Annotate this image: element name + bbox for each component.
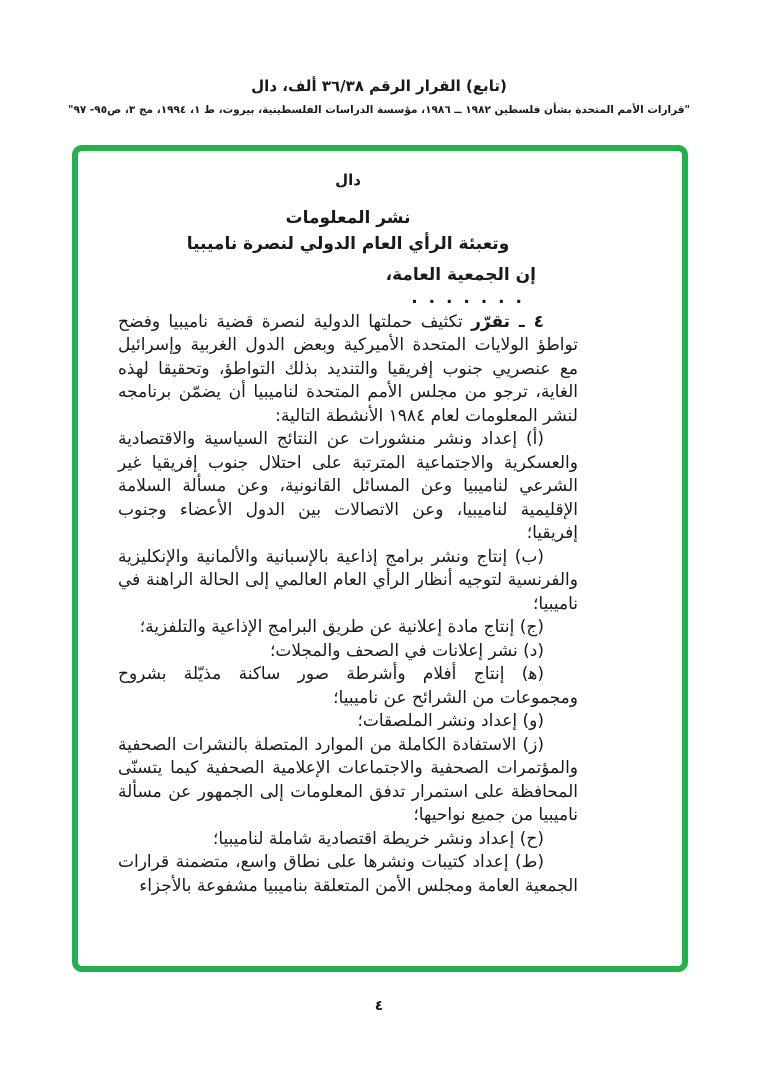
activity-item-a: (أ) إعداد ونشر منشورات عن النتائج السياسية والاقتصادية والعسكرية والاجتماعية المترتبة على احتلال جنوب إفريقيا غير الشرعي لناميبيا وعن المسائل القانونية، وعن مسألة السلامة الإقليمية لناميبيا، وعن الاتصالات بين الدول الأعضاء وجنوب إفريقيا؛ [118,429,578,543]
activity-item-h: (ﻫ) إنتاج أفلام وأشرطة صور ساكنة مذيّلة بشروح ومجموعات من الشرائح عن ناميبيا؛ [118,664,578,708]
paragraph-4-lead: ٤ ـ تقرّر [471,311,544,332]
ellipsis-line: . . . . . . . [411,288,523,308]
activity-item-d: (د) نشر إعلانات في الصحف والمجلات؛ [269,640,544,661]
operative-paragraph-4 [118,311,578,429]
general-assembly-opening: إن الجمعية العامة، [385,264,536,285]
activity-item-z: (ز) الاستفادة الكاملة من الموارد المتصلة بالنشرات الصحفية والمؤتمرات الصحفية والاجتماعات الإعلامية الصحفية كيما يتسنّى المحافظة على استمرار تدفق المعلومات إلى الجمهور عن مسألة ناميبيا من جميع نواحيها؛ [118,734,578,825]
activity-item-t: (ط) إعداد كتيبات ونشرها على نطاق واسع، متضمنة قرارات الجمعية العامة ومجلس الأمن المتعلقة بناميبيا مشفوعة بالأجزاء [118,852,578,896]
annotation-box [72,145,688,972]
activity-item-b: (ب) إنتاج ونشر برامج إذاعية بالإسبانية والألمانية والإنكليزية والفرنسية لتوجيه أنظار الرأي العام العالمي إلى الحالة الراهنة في ناميبيا؛ [118,546,578,614]
activity-item-hh: (ح) إعداد ونشر خريطة اقتصادية شاملة لناميبيا؛ [212,828,544,849]
section-title-line2: وتعبئة الرأي العام الدولي لنصرة ناميبيا [186,233,510,254]
resolution-text-column [118,169,578,898]
page-number: ٤ [374,998,384,1014]
activity-item-w: (و) إعداد ونشر الملصقات؛ [357,711,544,731]
section-title-line1: نشر المعلومات [285,207,411,228]
resolution-title: (تابع) القرار الرقم ٣٦/٣٨ ألف، دال [251,77,507,95]
section-letter: دال [335,171,361,189]
document-header [20,76,738,117]
activity-item-j: (ج) إنتاج مادة إعلانية عن طريق البرامج الإذاعية والتلفزية؛ [139,617,544,637]
source-citation: "قرارات الأمم المتحدة بشأن فلسطين ١٩٨٢ ــ ١٩٨٦، مؤسسة الدراسات الفلسطينية، بيروت، ط ١، ١٩٩٤، مج ٣، ص٩٥- ٩٧" [67,104,691,116]
paragraph-4-rest: تكثيف حملتها الدولية لنصرة قضية ناميبيا وفضح تواطؤ الولايات المتحدة الأميركية وبعض الدول الغربية وإسرائيل مع عنصريي جنوب إفريقيا والتنديد بذلك التواطؤ، وتحقيقا لهذه الغاية، ترجو من مجلس الأمم المتحدة لناميبيا أن يضمّن برنامجه لنشر المعلومات لعام ١٩٨٤ الأنشطة التالية: [118,311,578,426]
